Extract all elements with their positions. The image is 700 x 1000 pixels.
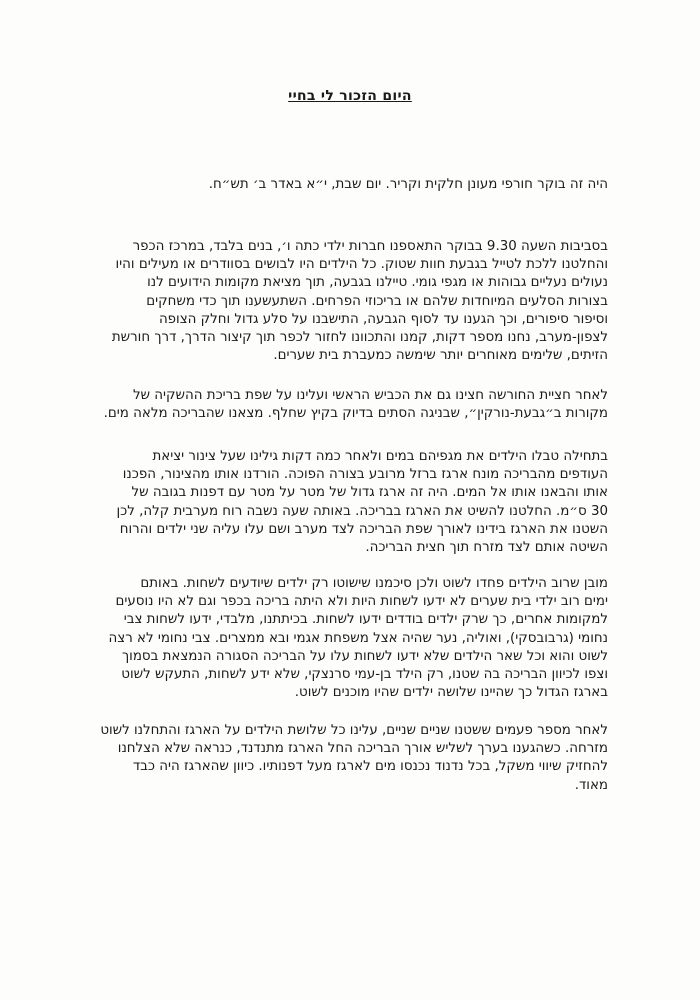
text-line: למקומות אחרים, כך שרק ילדים בודדים ידעו לשחות. בכיתתנו, מלבדי, ידעו לשחות צבי: [123, 612, 608, 628]
text-line: וסיפור סיפורים, וכך הגענו עד לסוף הגבעה, התישבנו על סלע גדול וחלק הצופה: [158, 311, 608, 327]
text-line: וצפו לכיוון הבריכה בה שטנו, רק הילד בן-עמי סרנצקי, שלא ידע לשחות, התעקש לשוט: [121, 667, 608, 683]
paragraph-pool: [73, 387, 608, 423]
text-line: להחזיק שיווי משקל, בכל נדנוד נכנסו מים לארגז מעל דפנותיו. כיוון שהארגז היה כבד: [132, 759, 608, 775]
text-line: בצורות הסלעים המיוחדות שלהם או בריכוזי הפרחים. השתעשענו תוך כדי משחקים: [146, 293, 608, 309]
text-line: לאחר מספר פעמים ששטנו שניים שניים, עלינו כל שלושת הילדים על הארגז והתחלנו לשוט: [100, 723, 608, 738]
text-line: בארגז הגדול כך שהיינו שלושה ילדים שהיו מוכנים לשוט.: [294, 685, 608, 701]
text-line: 30 ס״מ. החלטנו להשיט את הארגז בבריכה. באותה שעה נשבה רוח מערבית קלה, לכן: [116, 503, 608, 519]
text-line: נעולים נעליים גבוהות או מגפי גומי. טיילנו בגבעה, תוך מציאת מקומות הידועים לנו: [147, 275, 608, 291]
text-line: בסביבות השעה 9.30 בבוקר התאספנו חברות ילדי כתה ו׳, בנים בלבד, במרכז הכפר: [132, 239, 608, 254]
text-line: ימים רוב ילדי בית שערים לא ידעו לשחות היות ולא היתה בריכה בכפר וגם לא היו נוסעים: [115, 594, 608, 610]
paragraph-sailing: [73, 722, 608, 795]
text-line: השטנו את הארגז בידינו לאורך שפת הבריכה לצד מערב ושם עלו עליה שני ילדים והרוח: [119, 521, 608, 537]
text-line: העודפים מהבריכה מונח ארגז ברזל מרובע בצורה הפוכה. הורדנו אותו מהצינור, הפכנו: [122, 467, 608, 483]
text-line: לשוט והוא וכל שאר הילדים שלא ידעו לשחות עלו על הבריכה הסגורה הנמצאת בסמוך: [121, 648, 608, 664]
text-line: הזיתים, שלימים מאוחרים יותר שימשה כמעברת בית שערים.: [273, 348, 608, 364]
text-line: לצפון-מערב, נחנו מספר דקות, קמנו והתכוונו לחזור לכפר תוך קיצור הדרך, דרך חורשת: [111, 330, 608, 346]
text-line: מובן שרוב הילדים פחדו לשוט ולכן סיכמנו שישוטו רק ילדים שיודעים לשחות. באותם: [140, 576, 608, 591]
text-line: מאוד.: [574, 777, 608, 793]
document-title: היום הזכור לי בחיי: [288, 88, 412, 104]
text-line: מזרחה. כשהגענו בערך לשליש אורך הבריכה החל הארגז מתנדנד, כנראה שלא הצלחנו: [117, 741, 608, 757]
text-line: והחלטנו ללכת לטייל בגבעת חוות שטוק. כל הילדים היו לבושים בסוודרים או מעילים והיו: [115, 257, 608, 273]
text-line: היה זה בוקר חורפי מעונן חלקית וקריר. יום שבת, י״א באדר ב׳ תש״ח.: [208, 177, 608, 192]
paragraph-walk: [73, 238, 608, 365]
text-line: נחומי (גרבובסקי), ואוליה, נער שהיה אצל משפחת אגמי ובא ממצרים. צבי נחומי לא רצה: [108, 630, 608, 646]
text-line: השיטה אותם לצד מזרח תוך חצית הבריכה.: [365, 540, 608, 556]
text-line: לאחר חציית החורשה חצינו גם את הכביש הראשי ועלינו על שפת בריכת ההשקיה של: [132, 388, 608, 403]
paragraph-opening: [73, 176, 608, 194]
paragraph-swimmers: [73, 575, 608, 702]
paragraph-crate: [73, 448, 608, 557]
text-line: בתחילה טבלו הילדים את מגפיהם במים ולאחר כמה דקות גילינו שעל צינור יציאת: [152, 449, 608, 464]
text-line: אותו והבאנו אותו אל המים. היה זה ארגז גדול של מטר על מטר עם דפנות בגובה של: [131, 485, 608, 501]
text-line: מקורות ב״גבעת-נורקין״, שבניגה הסתים בדיוק בקיץ שחלף. מצאנו שהבריכה מלאה מים.: [103, 406, 608, 422]
